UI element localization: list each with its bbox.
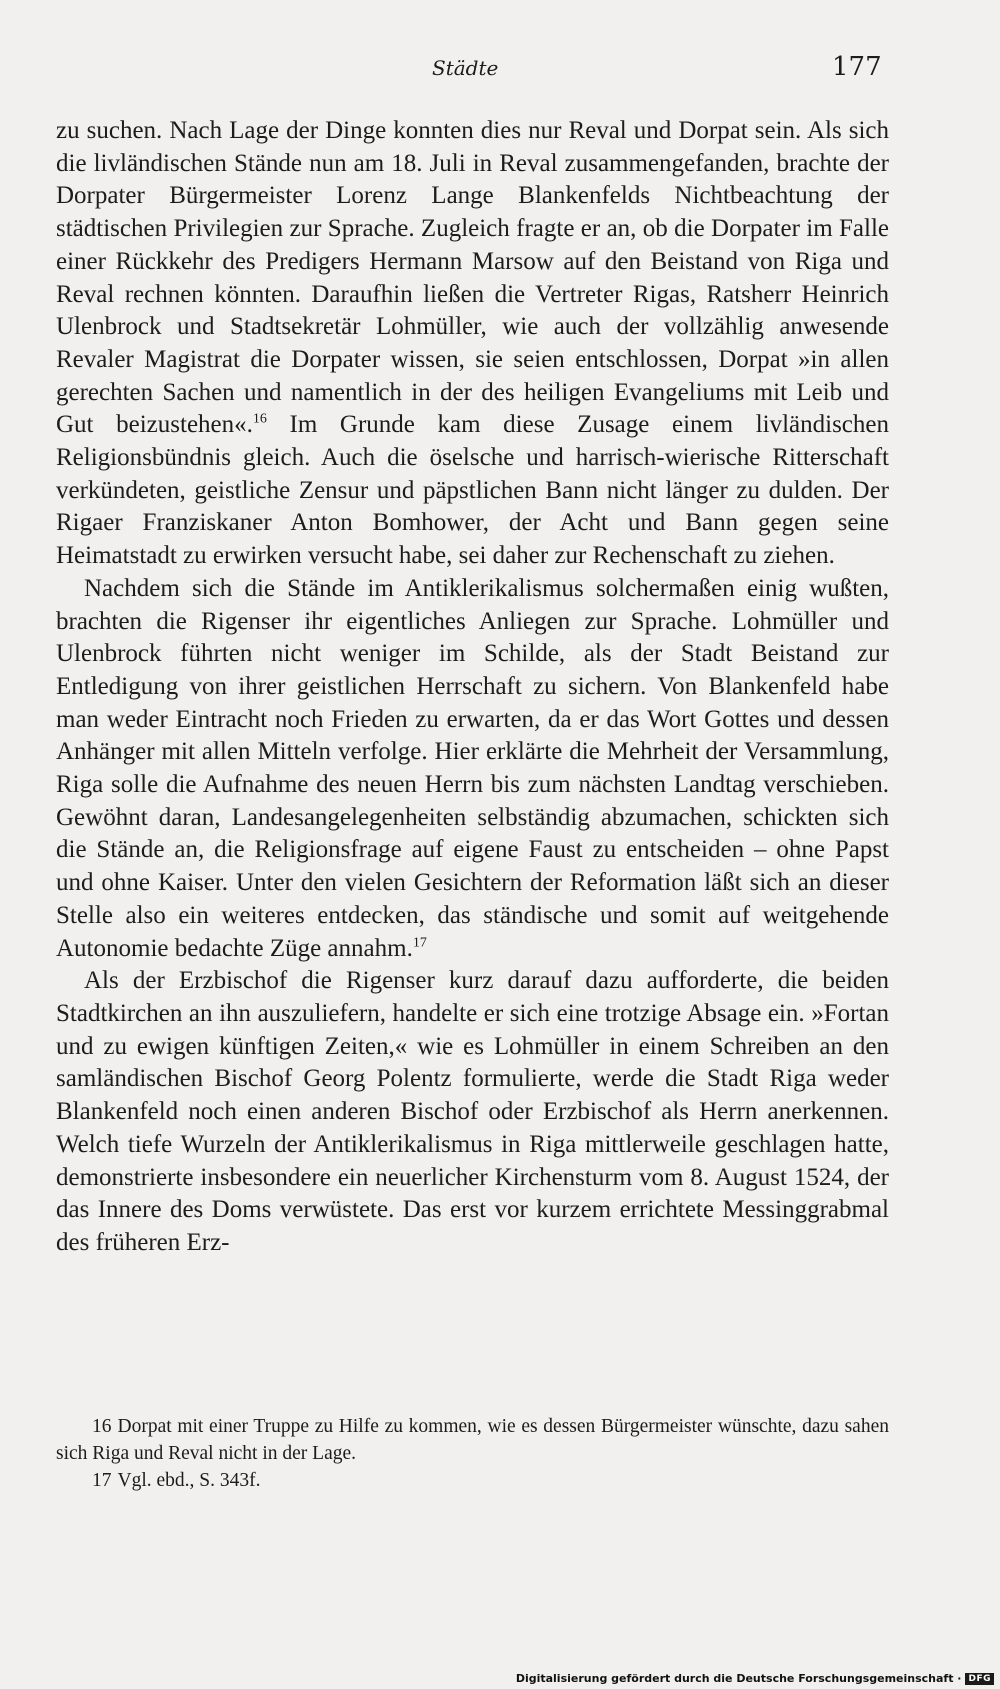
footnotes [56, 1413, 889, 1494]
footnote-ref-17: 17 [412, 935, 427, 951]
footnote-number: 16 [92, 1416, 112, 1437]
digitization-credit [516, 1672, 994, 1685]
footnote-17 [56, 1467, 889, 1494]
credit-text: Digitalisierung gefördert durch die Deutsche Forschungsgemeinschaft · [515, 1672, 962, 1685]
footnote-text: Vgl. ebd., S. 343f. [117, 1470, 261, 1491]
footnote-16 [56, 1413, 889, 1467]
paragraph-1 [56, 115, 889, 573]
paragraph-2 [56, 573, 889, 965]
paragraph-2-text: Nachdem sich die Stände im Antiklerikalismus solchermaßen einig wußten, brachten die Rigenser ihr eigentliches Anliegen zur Sprache. Lohmüller und Ulenbrock führten nicht weniger im Schilde, als der Stadt Beistand zur Entledigung von ihrer geistlichen Herrschaft zu sichern. Von Blankenfeld habe man weder Eintracht noch Frieden zu erwarten, da er das Wort Gottes und dessen Anhänger mit allen Mitteln verfolge. Hier erklärte die Mehrheit der Versammlung, Riga solle die Aufnahme des neuen Herrn bis zum nächsten Landtag verschieben. Gewöhnt daran, Landesangelegenheiten selbständig abzumachen, schickten sich die Stände an, die Religionsfrage auf eigene Faust zu entscheiden – ohne Papst und ohne Kaiser. Unter den vielen Gesichtern der Reformation läßt sich an dieser Stelle also ein weiteres entdecken, das ständische und somit auf weitgehende Autonomie bedachte Züge annahm. [56, 574, 889, 962]
page-number: 177 [832, 52, 882, 82]
running-title: Städte [432, 56, 499, 80]
footnote-number: 17 [92, 1470, 112, 1491]
footnote-text: Dorpat mit einer Truppe zu Hilfe zu kommen, wie es dessen Bürgermeister wünschte, dazu sahen sich Riga und Reval nicht in der Lage. [56, 1416, 889, 1464]
paragraph-1-text-b: Im Grunde kam diese Zusage einem livländischen Religionsbündnis gleich. Auch die öselsche und harrisch-wierische Ritterschaft verkündeten, geistliche Zensur und päpstlichen Bann nicht länger zu dulden. Der Rigaer Franziskaner Anton Bomhower, der Acht und Bann gegen seine Heimatstadt zu erwirken versucht habe, sei daher zur Rechenschaft zu ziehen. [56, 411, 889, 570]
dfg-logo-icon: DFG [965, 1673, 994, 1685]
paragraph-3: Als der Erzbischof die Rigenser kurz darauf dazu aufforderte, die beiden Stadtkirchen an ihn auszuliefern, handelte er sich eine trotzige Absage ein. »Fortan und zu ewigen künftigen Zeiten,« wie es Lohmüller in einem Schreiben an den samländischen Bischof Georg Polentz formulierte, werde die Stadt Riga weder Blankenfeld noch einen anderen Bischof oder Erzbischof als Herrn anerkennen. Welch tiefe Wurzeln der Antiklerikalismus in Riga mittlerweile geschlagen hatte, demonstrierte insbesondere ein neuerlicher Kirchensturm vom 8. August 1524, der das Innere des Doms verwüstete. Das erst vor kurzem errichtete Messinggrabmal des früheren Erz- [56, 967, 889, 1256]
body-text [56, 115, 889, 1260]
footnote-ref-16: 16 [252, 412, 267, 427]
running-head [0, 52, 1000, 84]
paragraph-1-text-a: zu suchen. Nach Lage der Dinge konnten dies nur Reval und Dorpat sein. Als sich die livländischen Stände nun am 18. Juli in Reval zusammengefanden, brachte der Dorpater Bürgermeister Lorenz Lange Blankenfelds Nichtbeachtung der städtischen Privilegien zur Sprache. Zugleich fragte er an, ob die Dorpater im Falle einer Rückkehr des Predigers Hermann Marsow auf den Beistand von Riga und Reval rechnen könnten. Daraufhin ließen die Vertreter Rigas, Ratsherr Heinrich Ulenbrock und Stadtsekretär Lohmüller, wie auch der vollzählig anwesende Revaler Magistrat die Dorpater wissen, sie seien entschlossen, Dorpat »in allen gerechten Sachen und namentlich in der des heiligen Evangeliums mit Leib und Gut beizustehen«. [56, 117, 889, 439]
